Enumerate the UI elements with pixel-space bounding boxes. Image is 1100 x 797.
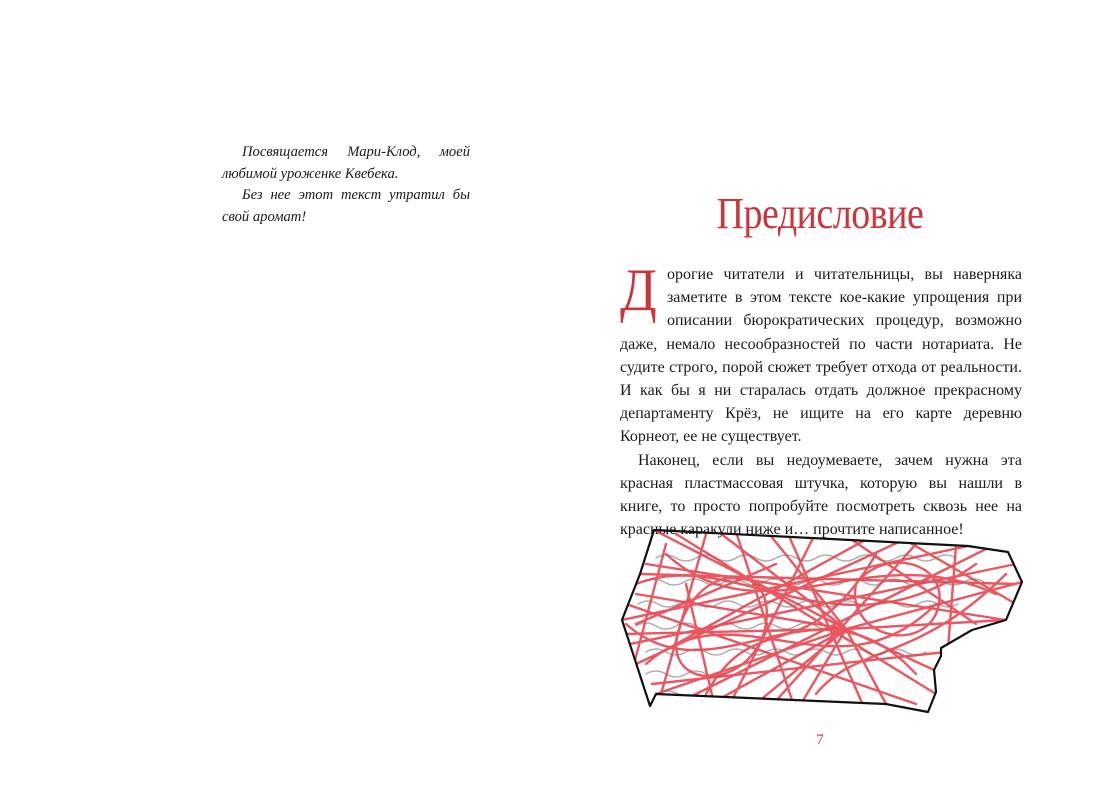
drop-cap: Д — [620, 257, 657, 323]
dedication-line-1: Посвящается Мари-Клод, моей любимой уроженке Квебека. — [222, 144, 470, 182]
page-number: 7 — [816, 732, 824, 748]
paragraph-1 — [620, 257, 1022, 449]
paragraph-2: Наконец, если вы недоумеваете, зачем нужна эта красная пластмассовая штучка, которую вы нашли в книге, то просто попробуйте посмотреть сквозь нее на красные каракули ниже и… прочтите написанное! — [620, 451, 1022, 539]
preface-text — [620, 257, 1022, 541]
chapter-title: Предисловие — [716, 189, 924, 238]
paragraph-1-text: орогие читатели и читательницы, вы наверняка заметите в этом тексте кое-какие упрощения при описании бюрократических процедур, возможно даже, немало несообразностей по части нотариата. Не судите строго, порой сюжет требует отхода от реальности. И как бы я ни старалась отдать должное прекрасному департаменту Крёз, не ищите на его карте деревню Корнеот, ее не существует. — [620, 266, 1022, 446]
dedication — [222, 142, 470, 228]
red-scribble-cipher-image — [616, 524, 1030, 716]
dedication-line-2: Без нее этот текст утратил бы свой аромат! — [222, 187, 470, 225]
